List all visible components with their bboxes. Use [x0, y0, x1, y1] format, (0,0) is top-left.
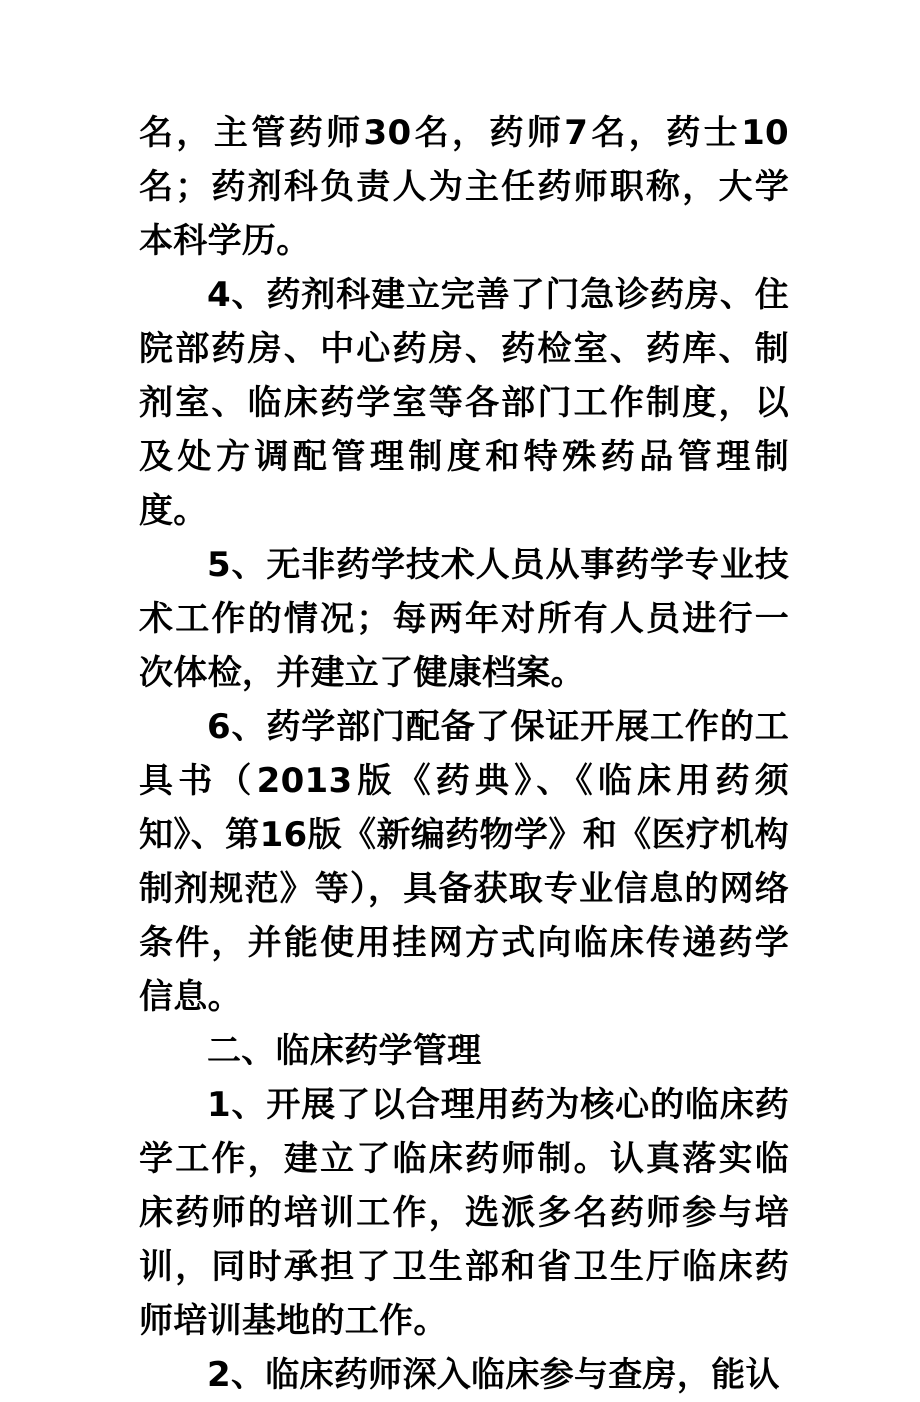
- paragraph-item-5-staff-checkup: 5、无非药学技术人员从事药学专业技术工作的情况；每两年对所有人员进行一次体检，并建立了健康档案。: [139, 545, 789, 693]
- paragraph-staff-count: 名，主管药师30名，药师7名，药士10名；药剂科负责人为主任药师职称，大学本科学历。: [139, 113, 789, 261]
- paragraph-item-1-clinical-pharmacist: 1、开展了以合理用药为核心的临床药学工作，建立了临床药师制。认真落实临床药师的培训工作，选派多名药师参与培训，同时承担了卫生部和省卫生厅临床药师培训基地的工作。: [139, 1085, 789, 1341]
- paragraph-item-4-work-systems: 4、药剂科建立完善了门急诊药房、住院部药房、中心药房、药检室、药库、制剂室、临床药学室等各部门工作制度，以及处方调配管理制度和特殊药品管理制度。: [139, 275, 789, 531]
- paragraph-item-2-ward-rounds: 2、临床药师深入临床参与查房，能认: [207, 1355, 780, 1395]
- section-heading-clinical-pharmacy: 二、临床药学管理: [207, 1031, 482, 1071]
- paragraph-item-6-reference-books: 6、药学部门配备了保证开展工作的工具书（2013版《药典》、《临床用药须知》、第16版《新编药物学》和《医疗机构制剂规范》等），具备获取专业信息的网络条件，并能使用挂网方式向临床传递药学信息。: [139, 707, 789, 1017]
- document-body: [139, 106, 789, 1402]
